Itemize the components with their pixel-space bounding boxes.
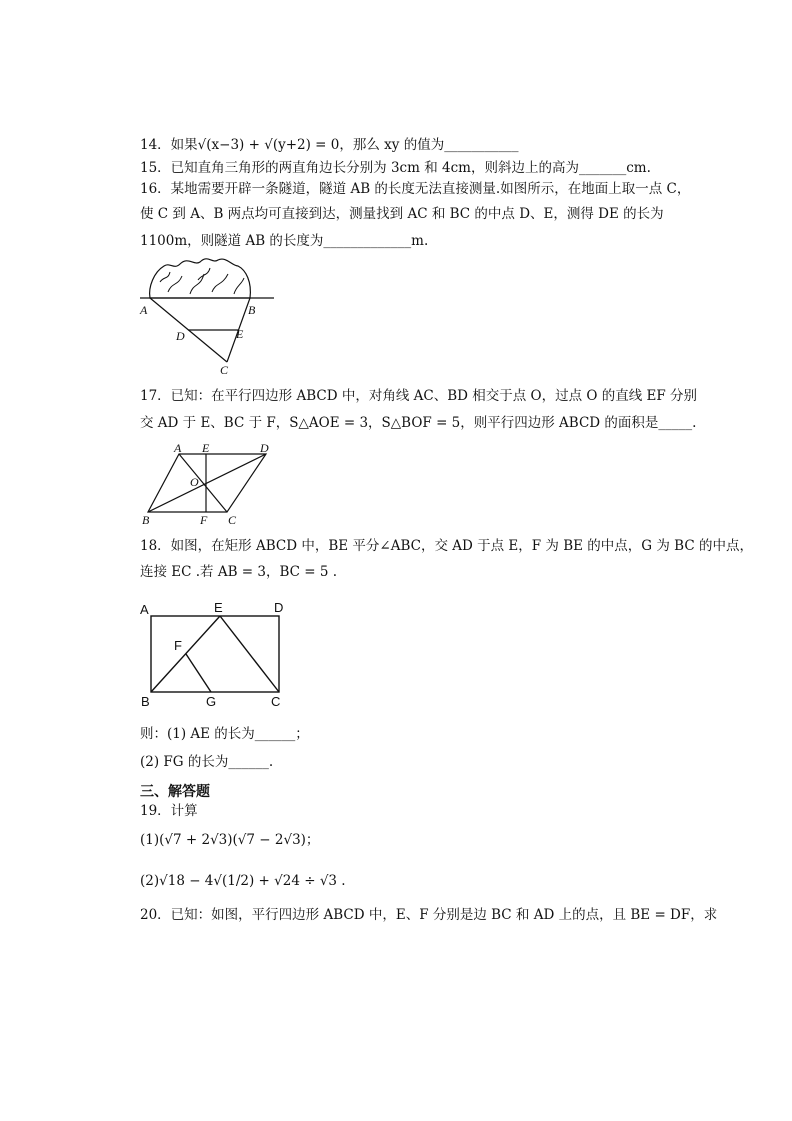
label-E: E [214, 600, 223, 615]
q17-line1: 17．已知：在平行四边形 ABCD 中，对角线 AC、BD 相交于点 O，过点 O 的直线 EF 分别 [140, 388, 698, 404]
q14-line: 14．如果√(x−3) + √(y+2) = 0，那么 xy 的值为___________ [140, 137, 519, 153]
label-B: B [141, 694, 150, 709]
rectangle-figure [138, 596, 298, 712]
label-D: D [260, 441, 269, 455]
label-D: D [274, 600, 284, 615]
q19-part1: (1)(√7 + 2√3)(√7 − 2√3)； [140, 832, 320, 848]
label-C: C [220, 363, 229, 377]
tunnel-figure [138, 252, 278, 377]
label-E: E [202, 441, 210, 455]
label-G: G [206, 694, 217, 709]
parallelogram-figure [140, 442, 280, 528]
label-A: A [140, 602, 149, 617]
q15-line: 15．已知直角三角形的两直角边长分别为 3cm 和 4cm，则斜边上的高为_______cm. [140, 160, 651, 176]
q19-title: 19．计算 [140, 803, 198, 819]
label-F: F [200, 513, 208, 527]
q19-part2: (2)√18 − 4√(1/2) + √24 ÷ √3 . [140, 873, 346, 889]
label-A: A [174, 441, 182, 455]
label-O: O [190, 475, 199, 489]
label-D: D [176, 329, 185, 343]
q16-line3: 1100m，则隧道 AB 的长度为_____________m. [140, 233, 429, 249]
label-C: C [228, 513, 237, 527]
q17-line2: 交 AD 于 E、BC 于 F，S△AOE = 3，S△BOF = 5，则平行四边形 ABCD 的面积是_____. [140, 415, 697, 431]
q20-line: 20．已知：如图，平行四边形 ABCD 中，E、F 分别是边 BC 和 AD 上的点，且 BE = DF，求 [140, 907, 718, 923]
section-title: 三、解答题 [140, 784, 210, 800]
label-E: E [236, 327, 244, 341]
label-A: A [140, 303, 148, 317]
q18-part1: 则：(1) AE 的长为______； [140, 726, 309, 742]
q18-line1: 18．如图，在矩形 ABCD 中，BE 平分∠ABC，交 AD 于点 E，F 为 BE 的中点，G 为 BC 的中点， [140, 538, 753, 554]
label-B: B [248, 303, 256, 317]
q16-line1: 16．某地需要开辟一条隧道，隧道 AB 的长度无法直接测量.如图所示，在地面上取一点 C， [140, 181, 691, 197]
label-B: B [142, 513, 150, 527]
q16-line2: 使 C 到 A、B 两点均可直接到达，测量找到 AC 和 BC 的中点 D、E，测得 DE 的长为 [140, 206, 664, 222]
q18-part2: (2) FG 的长为______. [140, 754, 274, 770]
label-C: C [271, 694, 281, 709]
label-F: F [174, 638, 182, 653]
q18-line2: 连接 EC .若 AB = 3，BC = 5 . [140, 564, 338, 580]
